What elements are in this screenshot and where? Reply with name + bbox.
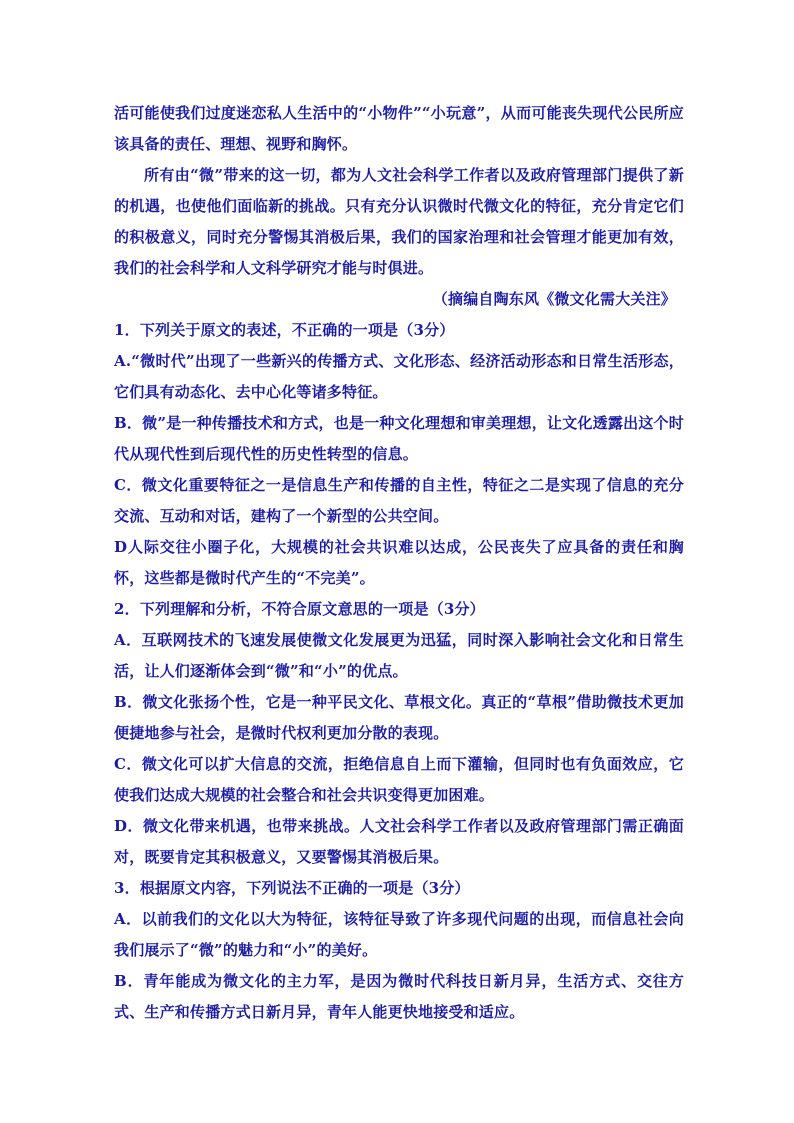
question-stem: 1．下列关于原文的表述，不正确的一项是（3分） [114,321,455,339]
passage-paragraph-2: 所有由“微”带来的这一切，都为人文社会科学工作者以及政府管理部门提供了新的机遇，也使他们面临新的挑战。只有充分认识微时代微文化的特征，充分肯定它们的积极意义，同时充分警惕其消极后果，我们的国家治理和社会管理才能更加有效，我们的社会科学和人文科学研究才能与时俱进。 [114,166,684,277]
option-a: A．互联网技术的飞速发展使微文化发展更为迅猛，同时深入影响社会文化和日常生活，让人们逐渐体会到“微”和“小”的优点。 [114,631,684,680]
option-c: C．微文化可以扩大信息的交流，拒绝信息自上而下灌输，但同时也有负面效应，它使我们达成大规模的社会整合和社会共识变得更加困难。 [114,755,684,804]
option-c: C．微文化重要特征之一是信息生产和传播的自主性，特征之二是实现了信息的充分交流、互动和对话，建构了一个新型的公共空间。 [114,476,684,525]
option-a: A.“微时代”出现了一些新兴的传播方式、文化形态、经济活动形态和日常生活形态，它们具有动态化、去中心化等诸多特征。 [114,352,684,401]
option-d: D．微文化带来机遇，也带来挑战。人文社会科学工作者以及政府管理部门需正确面对，既要肯定其积极意义，又要警惕其消极后果。 [114,817,684,866]
question-3 [114,873,684,1028]
passage-source: （摘编自陶东风《微文化需大关注》 [432,290,676,308]
passage-paragraph-1: 活可能使我们过度迷恋私人生活中的“小物件”“小玩意”，从而可能丧失现代公民所应该具备的责任、理想、视野和胸怀。 [114,104,684,153]
question-1 [114,315,684,594]
document-page [114,98,684,1028]
option-b: B．微”是一种传播技术和方式，也是一种文化理想和审美理想，让文化透露出这个时代从现代性到后现代性的历史性转型的信息。 [114,414,684,463]
option-b: B．微文化张扬个性，它是一种平民文化、草根文化。真正的“草根”借助微技术更加便捷地参与社会，是微时代权利更加分散的表现。 [114,693,684,742]
option-d: D人际交往小圈子化，大规模的社会共识难以达成，公民丧失了应具备的责任和胸怀，这些都是微时代产生的“不完美”。 [114,538,684,587]
question-2 [114,594,684,873]
question-stem: 2．下列理解和分析，不符合原文意思的一项是（3分） [114,600,485,618]
option-b: B．青年能成为微文化的主力军，是因为微时代科技日新月异，生活方式、交往方式、生产和传播方式日新月异，青年人能更快地接受和适应。 [114,972,684,1021]
question-stem: 3．根据原文内容，下列说法不正确的一项是（3分） [114,879,470,897]
option-a: A．以前我们的文化以大为特征，该特征导致了许多现代问题的出现，而信息社会向我们展示了“微”的魅力和“小”的美好。 [114,910,684,959]
